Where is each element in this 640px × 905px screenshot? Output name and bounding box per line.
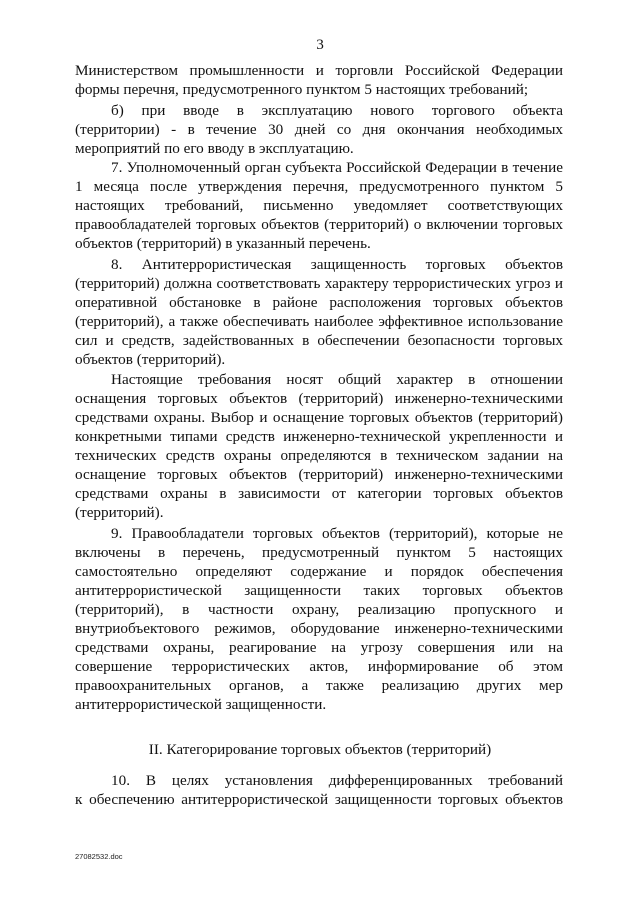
text-line: средствами охраны. Выбор и оснащение торговых объектов (территорий) (75, 409, 563, 426)
text-line: оснащение торговых объектов (территорий) инженерно-техническими (75, 466, 563, 483)
text-line: Министерством промышленности и торговли Российской Федерации (75, 62, 563, 79)
text-line: сил и средств, задействованных в обеспечении безопасности торговых (75, 332, 563, 349)
text-line: формы перечня, предусмотренного пунктом 5 настоящих требований; (75, 81, 529, 98)
text-line: мероприятий по его вводу в эксплуатацию. (75, 140, 354, 157)
text-line: 7. Уполномоченный орган субъекта Российской Федерации в течение (111, 159, 563, 176)
text-line: 9. Правообладатели торговых объектов (территорий), которые не (111, 525, 563, 542)
text-line: Настоящие требования носят общий характер в отношении (111, 371, 563, 388)
text-line: внутриобъектового режимов, оборудование инженерно-техническими (75, 620, 563, 637)
text-line: (территорий), а также обеспечивать наиболее эффективное использование (75, 313, 563, 330)
text-line: б) при вводе в эксплуатацию нового торгового объекта (111, 102, 563, 119)
text-line: антитеррористической защищенности таких торговых объектов (75, 582, 563, 599)
text-line: к обеспечению антитеррористической защищенности торговых объектов (75, 791, 563, 808)
text-line: антитеррористической защищенности. (75, 696, 327, 713)
text-line: (территорий), в частности охрану, реализацию пропускного и (75, 601, 563, 618)
text-line: (территорий) должна соответствовать характеру террористических угроз и (75, 275, 563, 292)
text-line: 8. Антитеррористическая защищенность торговых объектов (111, 256, 563, 273)
text-line: 10. В целях установления дифференцированных требований (111, 772, 563, 789)
text-line: объектов (территорий) в указанный перечень. (75, 235, 371, 252)
footer-filename: 27082532.doc (75, 852, 123, 861)
text-line: технических средств охраны определяются в техническом задании на (75, 447, 563, 464)
text-line: 1 месяца после утверждения перечня, предусмотренного пунктом 5 (75, 178, 563, 195)
text-line: настоящих требований, письменно уведомляет соответствующих (75, 197, 563, 214)
text-line: правоохранительных органов, а также реализацию других мер (75, 677, 563, 694)
text-line: (территории) - в течение 30 дней со дня окончания необходимых (75, 121, 563, 138)
text-line: самостоятельно определяют содержание и порядок обеспечения (75, 563, 563, 580)
text-line: оснащения торговых объектов (территорий) инженерно-техническими (75, 390, 563, 407)
text-line: объектов (территорий). (75, 351, 226, 368)
text-line: конкретными типами средств инженерно-технической укрепленности и (75, 428, 563, 445)
text-line: средствами охраны, реагирование на угрозу совершения или на (75, 639, 563, 656)
text-line: (территорий). (75, 504, 164, 521)
text-line: оперативной обстановке в районе расположения торговых объектов (75, 294, 563, 311)
page-number: 3 (316, 36, 324, 53)
text-line: совершение террористических актов, информирование об этом (75, 658, 563, 675)
text-line: правообладателей торговых объектов (территорий) о включении торговых (75, 216, 563, 233)
section-heading: II. Категорирование торговых объектов (территорий) (148, 741, 492, 758)
text-line: средствами охраны в зависимости от категории торговых объектов (75, 485, 563, 502)
text-line: включены в перечень, предусмотренный пунктом 5 настоящих (75, 544, 563, 561)
